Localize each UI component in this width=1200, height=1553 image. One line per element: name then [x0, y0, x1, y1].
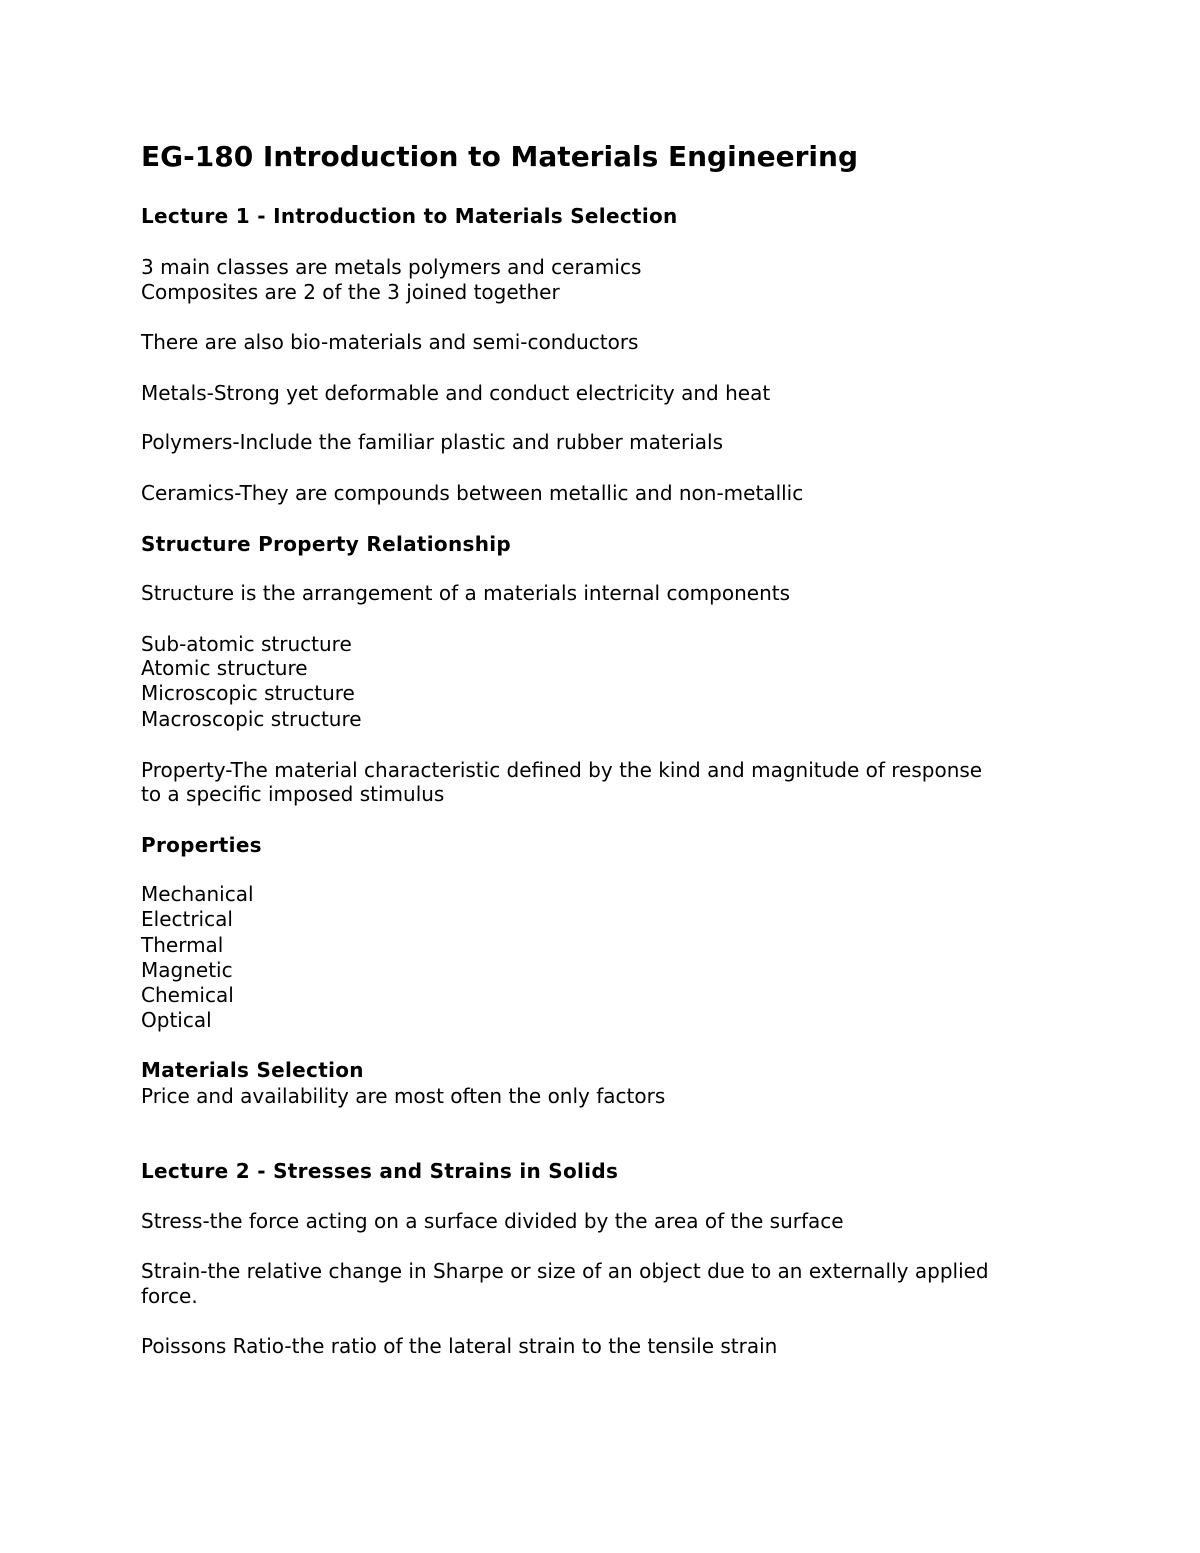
property-item: Optical — [141, 1008, 212, 1032]
ceramics-line: Ceramics-They are compounds between metallic and non-metallic — [141, 481, 804, 505]
structure-item: Microscopic structure — [141, 681, 355, 705]
strain-definition-line-1: Strain-the relative change in Sharpe or size of an object due to an externally applied — [141, 1259, 989, 1283]
property-item: Thermal — [141, 933, 224, 957]
structure-property-heading: Structure Property Relationship — [141, 532, 512, 556]
property-item: Electrical — [141, 907, 233, 931]
properties-heading: Properties — [141, 833, 262, 857]
lecture-2-heading: Lecture 2 - Stresses and Strains in Solids — [141, 1159, 619, 1183]
materials-selection-heading: Materials Selection — [141, 1058, 364, 1082]
property-item: Mechanical — [141, 882, 254, 906]
property-item: Chemical — [141, 983, 234, 1007]
strain-definition-line-2: force. — [141, 1284, 198, 1308]
structure-definition: Structure is the arrangement of a materials internal components — [141, 581, 791, 605]
stress-definition: Stress-the force acting on a surface divided by the area of the surface — [141, 1209, 844, 1233]
classes-line-1: 3 main classes are metals polymers and ceramics — [141, 255, 642, 279]
property-definition-line-1: Property-The material characteristic defined by the kind and magnitude of response — [141, 758, 983, 782]
lecture-1-heading: Lecture 1 - Introduction to Materials Selection — [141, 204, 678, 228]
also-materials-line: There are also bio-materials and semi-conductors — [141, 330, 639, 354]
classes-line-2: Composites are 2 of the 3 joined together — [141, 280, 560, 304]
metals-line: Metals-Strong yet deformable and conduct electricity and heat — [141, 381, 771, 405]
structure-item: Sub-atomic structure — [141, 632, 352, 656]
materials-selection-text: Price and availability are most often the only factors — [141, 1084, 666, 1108]
property-item: Magnetic — [141, 958, 233, 982]
structure-item: Macroscopic structure — [141, 707, 362, 731]
structure-item: Atomic structure — [141, 656, 308, 680]
document-title: EG-180 Introduction to Materials Engineering — [141, 140, 858, 173]
polymers-line: Polymers-Include the familiar plastic and rubber materials — [141, 430, 723, 454]
poissons-ratio-definition: Poissons Ratio-the ratio of the lateral strain to the tensile strain — [141, 1334, 778, 1358]
property-definition-line-2: to a specific imposed stimulus — [141, 782, 445, 806]
